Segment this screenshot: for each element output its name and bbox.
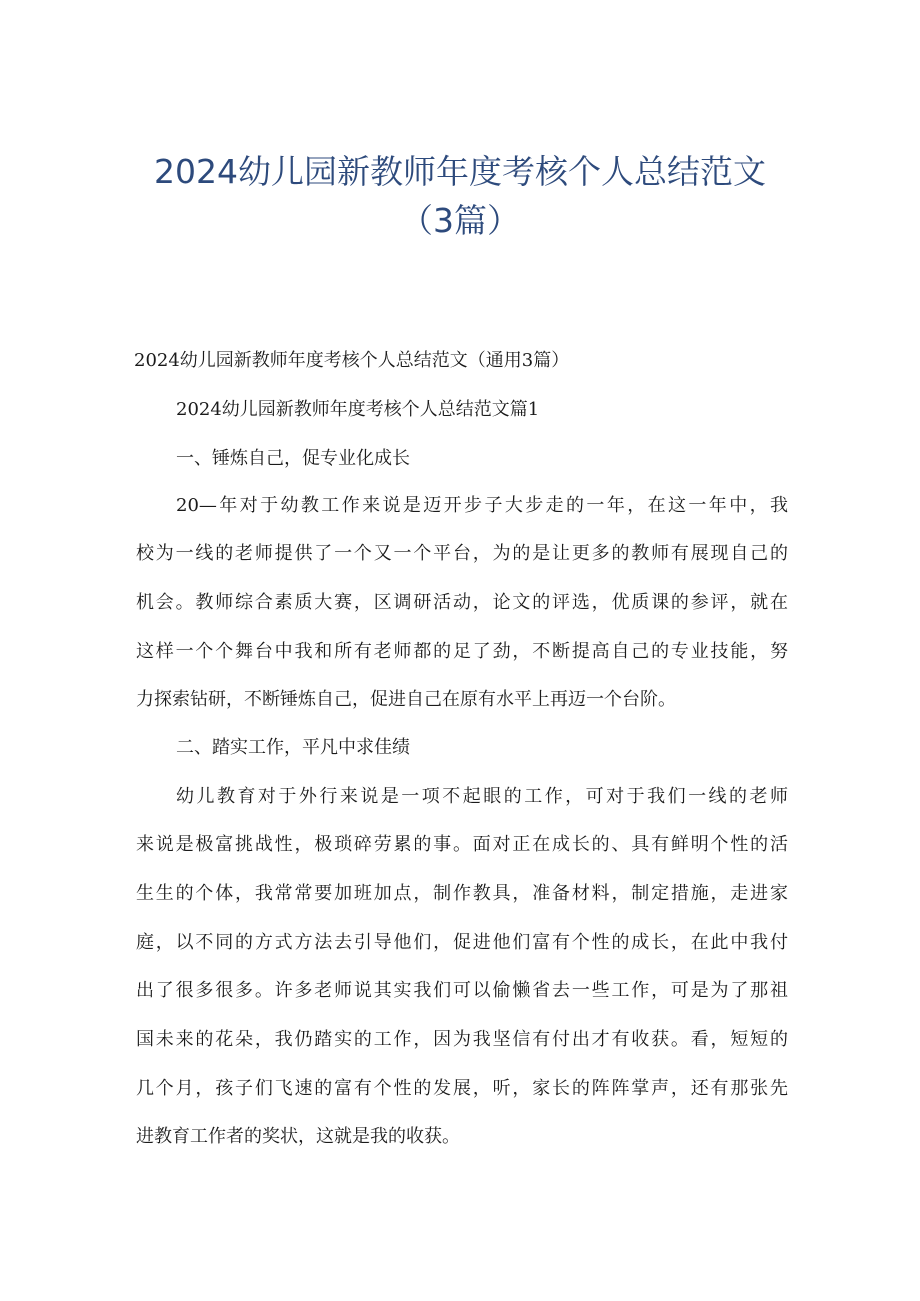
- paragraph-1-line: 这样一个个舞台中我和所有老师都的足了劲，不断提高自己的专业技能，努: [136, 641, 788, 662]
- paragraph-2-line: 出了很多很多。许多老师说其实我们可以偷懒省去一些工作，可是为了那祖: [136, 980, 788, 1001]
- paragraph-2-line: 来说是极富挑战性，极琐碎劳累的事。面对正在成长的、具有鲜明个性的活: [136, 834, 788, 855]
- paragraph-2-line: 进教育工作者的奖状，这就是我的收获。: [136, 1126, 460, 1147]
- section-title: 2024幼儿园新教师年度考核个人总结范文篇1: [176, 399, 540, 420]
- paragraph-2-line: 几个月，孩子们飞速的富有个性的发展，听，家长的阵阵掌声，还有那张先: [136, 1078, 788, 1099]
- paragraph-1-line: 机会。教师综合素质大赛，区调研活动，论文的评选，优质课的参评，就在: [136, 592, 788, 613]
- paragraph-2-line: 生生的个体，我常常要加班加点，制作教具，准备材料，制定措施，走进家: [136, 883, 788, 904]
- paragraph-1-line: 校为一线的老师提供了一个又一个平台，为的是让更多的教师有展现自己的: [136, 543, 788, 564]
- paragraph-2-line: 国未来的花朵，我仍踏实的工作，因为我坚信有付出才有收获。看，短短的: [136, 1029, 788, 1050]
- document-subtitle: 2024幼儿园新教师年度考核个人总结范文（通用3篇）: [134, 350, 570, 371]
- paragraph-2-line: 幼儿教育对于外行来说是一项不起眼的工作，可对于我们一线的老师: [176, 786, 788, 807]
- document-title-line-2: （3篇）: [400, 201, 520, 240]
- paragraph-1-line: 20—年对于幼教工作来说是迈开步子大步走的一年，在这一年中，我: [176, 495, 788, 516]
- heading-1: 一、锤炼自己，促专业化成长: [176, 448, 410, 469]
- paragraph-1-line: 力探索钻研，不断锤炼自己，促进自己在原有水平上再迈一个台阶。: [136, 689, 676, 710]
- paragraph-2-line: 庭，以不同的方式方法去引导他们，促进他们富有个性的成长，在此中我付: [136, 932, 788, 953]
- document-title-line-1: 2024幼儿园新教师年度考核个人总结范文: [154, 152, 766, 191]
- heading-2: 二、踏实工作，平凡中求佳绩: [176, 737, 410, 758]
